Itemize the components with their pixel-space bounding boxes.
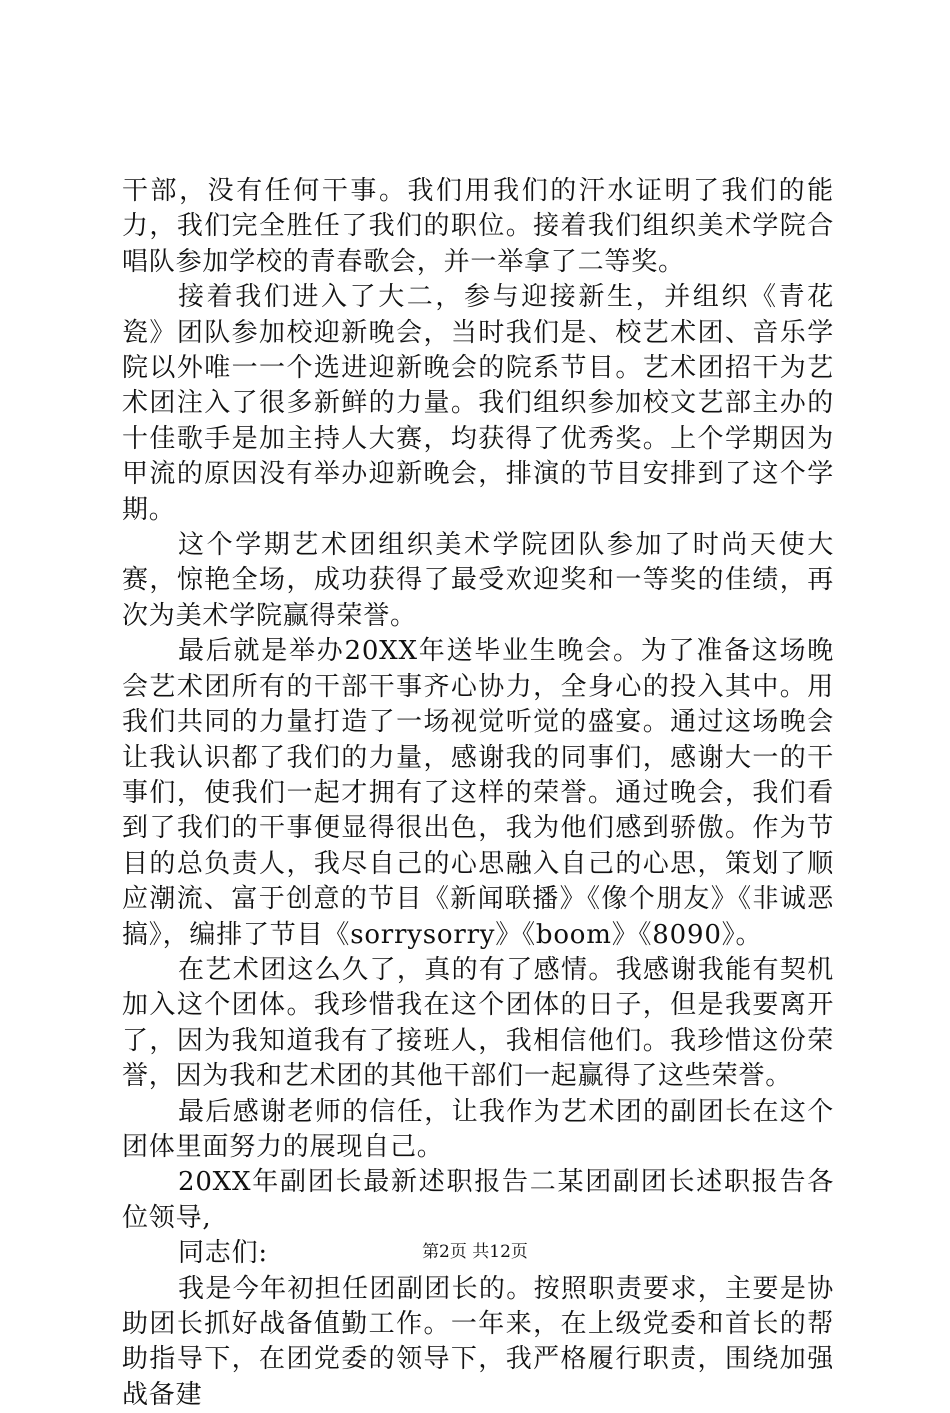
paragraph-6: 最后感谢老师的信任，让我作为艺术团的副团长在这个团体里面努力的展现自己。 xyxy=(122,1096,834,1162)
page-number-footer: 第2页 共12页 xyxy=(422,1242,528,1262)
document-body xyxy=(122,174,834,1413)
paragraph-8: 同志们: xyxy=(178,1238,268,1269)
paragraph-5: 在艺术团这么久了，真的有了感情。我感谢我能有契机加入这个团体。我珍惜我在这个团体的日子，但是我要离开了，因为我知道我有了接班人，我相信他们。我珍惜这份荣誉，因为我和艺术团的其他干部们一起赢得了这些荣誉。 xyxy=(122,954,834,1092)
paragraph-4: 最后就是举办20XX年送毕业生晚会。为了准备这场晚会艺术团所有的干部干事齐心协力，全身心的投入其中。用我们共同的力量打造了一场视觉听觉的盛宴。通过这场晚会让我认识都了我们的力量，感谢我的同事们，感谢大一的干事们，使我们一起才拥有了这样的荣誉。通过晚会，我们看到了我们的干事便显得很出色，我为他们感到骄傲。作为节目的总负责人，我尽自己的心思融入自己的心思，策划了顺应潮流、富于创意的节目《新闻联播》《像个朋友》《非诚恶搞》，编排了节目《sorrysorry》《boom》《8090》。 xyxy=(122,636,834,950)
paragraph-9: 我是今年初担任团副团长的。按照职责要求，主要是协助团长抓好战备值勤工作。一年来，在上级党委和首长的帮助指导下，在团党委的领导下，我严格履行职责，围绕加强战备建 xyxy=(122,1273,834,1410)
paragraph-3: 这个学期艺术团组织美术学院团队参加了时尚天使大赛，惊艳全场，成功获得了最受欢迎奖和一等奖的佳绩，再次为美术学院赢得荣誉。 xyxy=(122,530,834,631)
paragraph-1: 干部，没有任何干事。我们用我们的汗水证明了我们的能力，我们完全胜任了我们的职位。接着我们组织美术学院合唱队参加学校的青春歌会，并一举拿了二等奖。 xyxy=(122,176,834,277)
paragraph-2: 接着我们进入了大二，参与迎接新生，并组织《青花瓷》团队参加校迎新晚会，当时我们是、校艺术团、音乐学院以外唯一一个选进迎新晚会的院系节目。艺术团招干为艺术团注入了很多新鲜的力量。我们组织参加校文艺部主办的十佳歌手是加主持人大赛，均获得了优秀奖。上个学期因为甲流的原因没有举办迎新晚会，排演的节目安排到了这个学期。 xyxy=(122,282,834,525)
paragraph-7: 20XX年副团长最新述职报告二某团副团长述职报告各位领导, xyxy=(122,1167,834,1233)
